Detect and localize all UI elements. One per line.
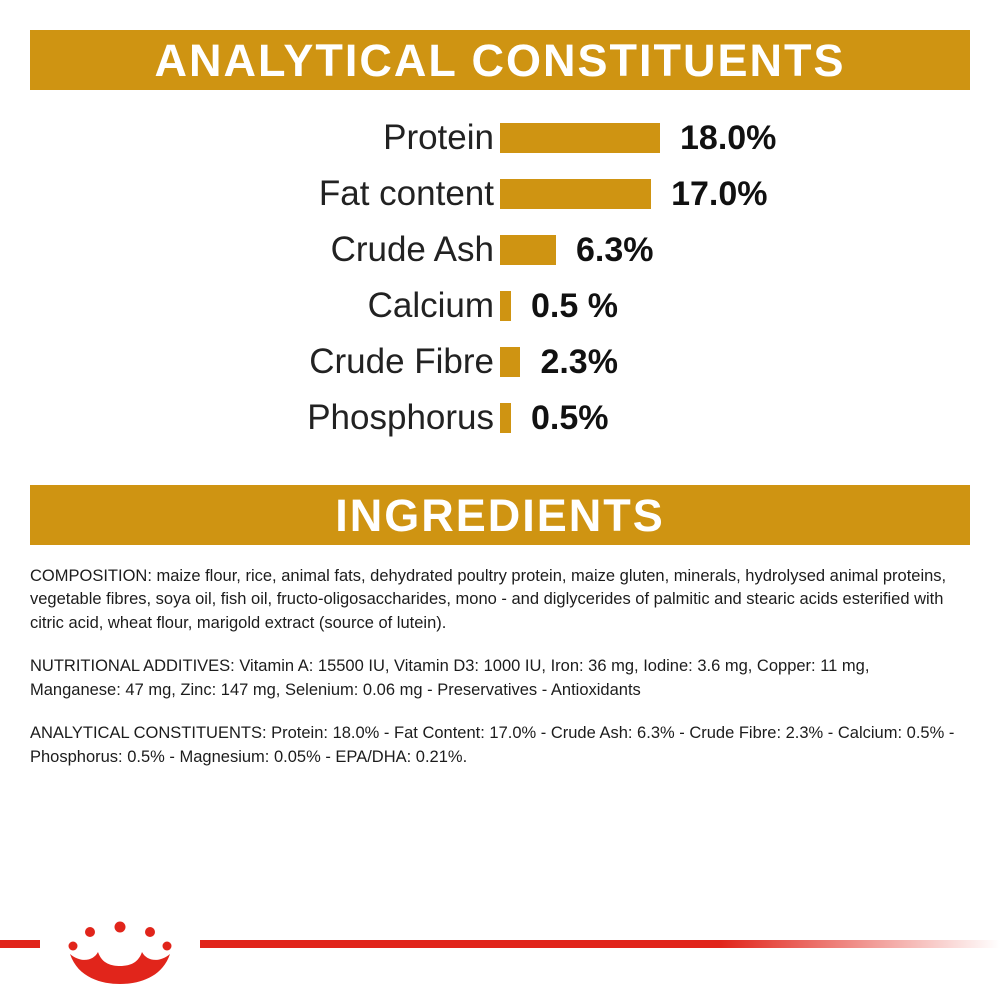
footer	[0, 920, 1000, 1000]
nutritional-additives-paragraph: NUTRITIONAL ADDITIVES: Vitamin A: 15500 IU, Vitamin D3: 1000 IU, Iron: 36 mg, Iodine: 3.6 mg, Copper: 11 mg, Manganese: 47 mg, Zinc: 147 mg, Selenium: 0.06 mg - Preservatives - Antioxidants	[30, 657, 870, 699]
chart-row	[30, 110, 970, 166]
chart-row-label: Crude Ash	[330, 230, 494, 269]
chart-row-bar	[500, 235, 556, 265]
chart-row-bar	[500, 179, 651, 209]
analytical-constituents-paragraph: ANALYTICAL CONSTITUENTS: Protein: 18.0% - Fat Content: 17.0% - Crude Ash: 6.3% - Crude Fibre: 2.3% - Calcium: 0.5% - Phosphorus: 0.5% - Magnesium: 0.05% - EPA/DHA: 0.21%.	[30, 724, 955, 766]
analytical-constituents-header	[30, 30, 970, 90]
chart-row-label: Fat content	[318, 174, 494, 213]
chart-row	[30, 390, 970, 446]
chart-row-label: Crude Fibre	[309, 342, 494, 381]
analytical-constituents-title: ANALYTICAL CONSTITUENTS	[154, 34, 846, 86]
chart-row-value: 18.0%	[680, 118, 777, 157]
chart-row-bar	[500, 347, 520, 377]
chart-row-value: 2.3%	[540, 342, 618, 381]
chart-row-label: Calcium	[367, 286, 494, 325]
chart-row	[30, 222, 970, 278]
chart-row-bar	[500, 403, 511, 433]
ingredients-header	[30, 485, 970, 545]
chart-row-value: 0.5 %	[531, 286, 618, 325]
composition-paragraph: COMPOSITION: maize flour, rice, animal fats, dehydrated poultry protein, maize gluten, minerals, hydrolysed animal proteins, vegetable fibres, soya oil, fish oil, fructo-oligosaccharides, mono - and diglycerides of palmitic and stearic acids esterified with citric acid, wheat flour, marigold extract (source of lutein).	[30, 567, 947, 632]
chart-row-label: Protein	[383, 118, 494, 157]
chart-row-value: 6.3%	[576, 230, 654, 269]
chart-row-value: 0.5%	[531, 398, 609, 437]
ingredients-title: INGREDIENTS	[335, 489, 665, 541]
chart-row-bar	[500, 123, 660, 153]
chart-row	[30, 166, 970, 222]
chart-row-label: Phosphorus	[307, 398, 494, 437]
chart-row-bar	[500, 291, 511, 321]
ingredients-text-block	[30, 565, 962, 789]
chart-row	[30, 278, 970, 334]
royal-canin-crown-logo-icon	[60, 920, 180, 990]
analytical-constituents-chart	[30, 110, 970, 460]
chart-row-value: 17.0%	[671, 174, 768, 213]
chart-row	[30, 334, 970, 390]
